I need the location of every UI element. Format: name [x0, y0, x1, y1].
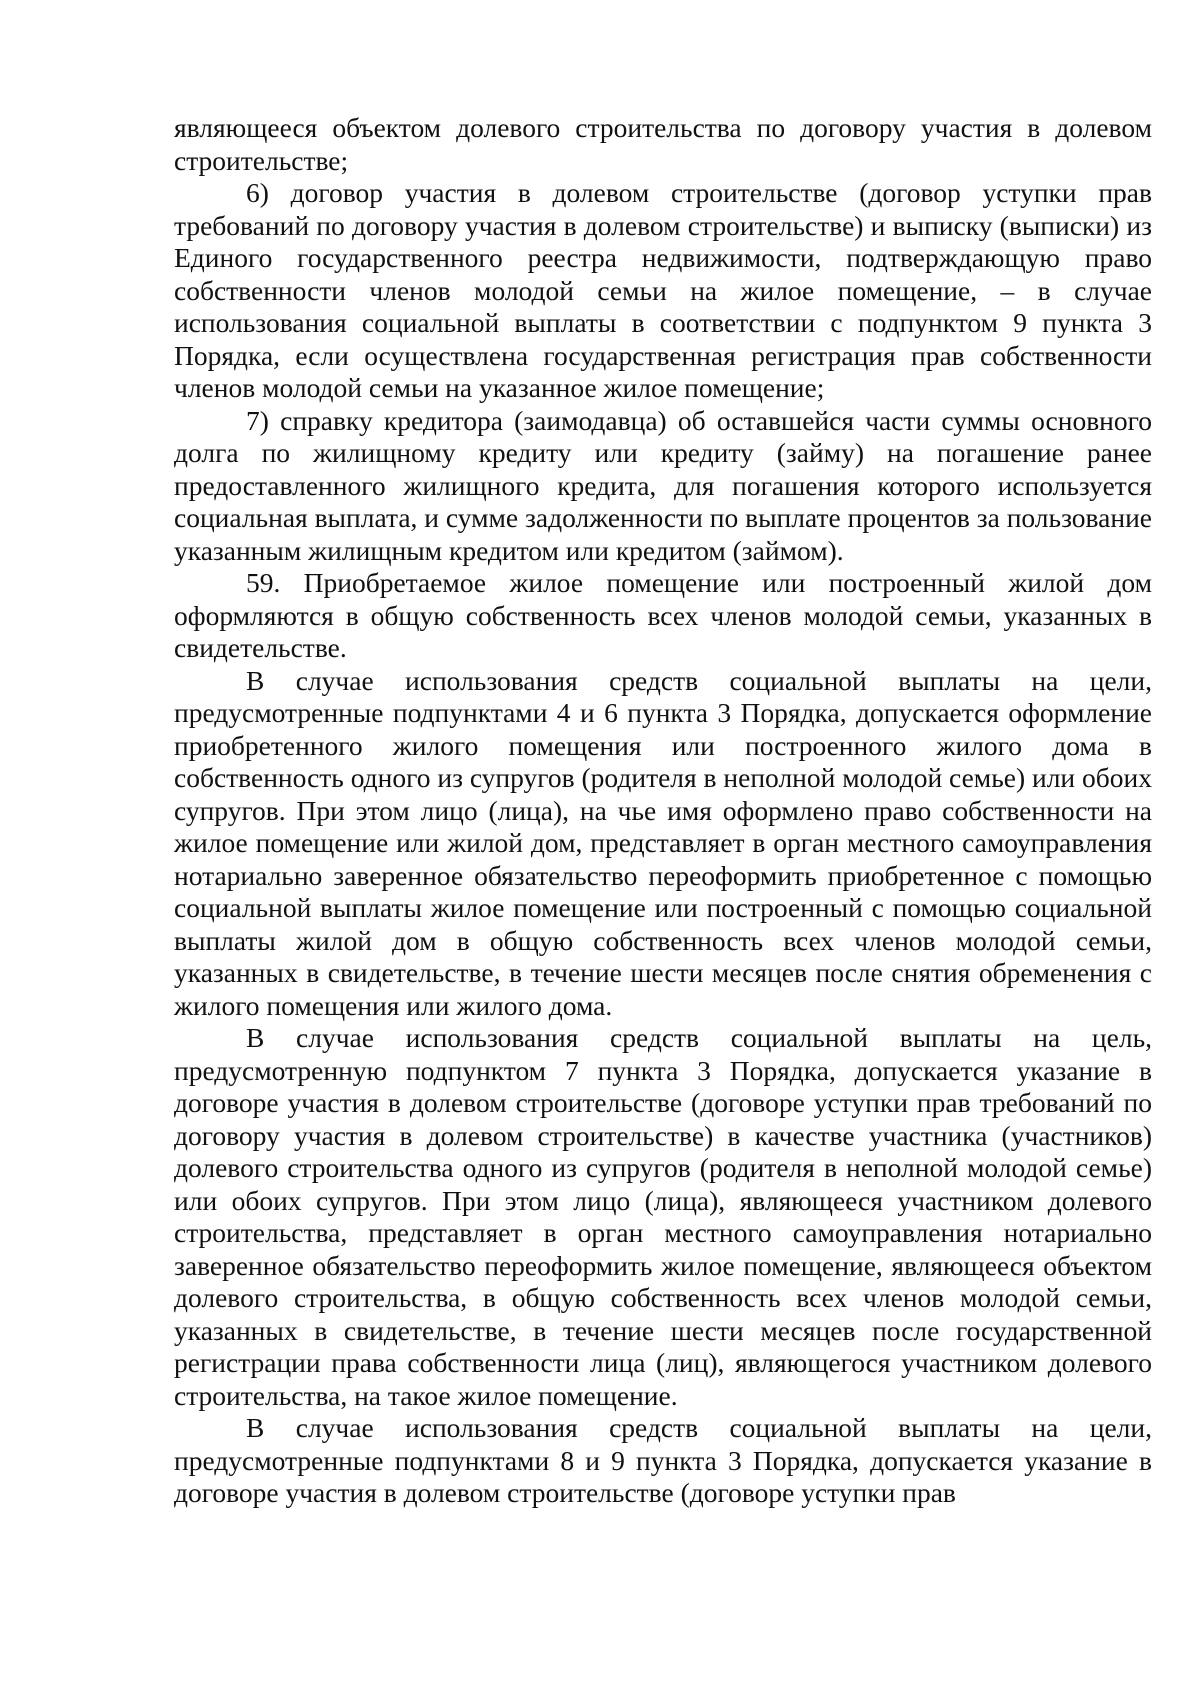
paragraph-continuation: являющееся объектом долевого строительства по договору участия в долевом строительстве;	[174, 112, 1152, 176]
paragraph-subpoints-8-9: В случае использования средств социальной выплаты на цели, предусмотренные подпунктами 8 и 9 пункта 3 Порядка, допускается указание в договоре участия в долевом строительстве (договоре уступки прав	[174, 1412, 1152, 1508]
paragraph-subpoints-4-6: В случае использования средств социальной выплаты на цели, предусмотренные подпунктами 4 и 6 пункта 3 Порядка, допускается оформление приобретенного жилого помещения или построенного жилого дома в собственность одного из супругов (родителя в неполной молодой семье) или обоих супругов. При этом лицо (лица), на чье имя оформлено право собственности на жилое помещение или жилой дом, представляет в орган местного самоуправления нотариально заверенное обязательство переоформить приобретенное с помощью социальной выплаты жилое помещение или построенный с помощью социальной выплаты жилой дом в общую собственность всех членов молодой семьи, указанных в свидетельстве, в течение шести месяцев после снятия обременения с жилого помещения или жилого дома.	[174, 664, 1152, 1021]
paragraph-clause-59: 59. Приобретаемое жилое помещение или построенный жилой дом оформляются в общую собственность всех членов молодой семьи, указанных в свидетельстве.	[174, 567, 1152, 663]
paragraph-subpoint-7: В случае использования средств социальной выплаты на цель, предусмотренную подпунктом 7 пункта 3 Порядка, допускается указание в договоре участия в долевом строительстве (договоре уступки прав требований по договору участия в долевом строительстве) в качестве участника (участников) долевого строительства одного из супругов (родителя в неполной молодой семье) или обоих супругов. При этом лицо (лица), являющееся участником долевого строительства, представляет в орган местного самоуправления нотариально заверенное обязательство переоформить жилое помещение, являющееся объектом долевого строительства, в общую собственность всех членов молодой семьи, указанных в свидетельстве, в течение шести месяцев после государственной регистрации права собственности лица (лиц), являющегося участником долевого строительства, на такое жилое помещение.	[174, 1022, 1152, 1411]
paragraph-item-6: 6) договор участия в долевом строительстве (договор уступки прав требований по договору участия в долевом строительстве) и выписку (выписки) из Единого государственного реестра недвижимости, подтверждающую право собственности членов молодой семьи на жилое помещение, – в случае использования социальной выплаты в соответствии с подпунктом 9 пункта 3 Порядка, если осуществлена государственная регистрация прав собственности членов молодой семьи на указанное жилое помещение;	[174, 177, 1152, 403]
paragraph-item-7: 7) справку кредитора (заимодавца) об оставшейся части суммы основного долга по жилищному кредиту или кредиту (займу) на погашение ранее предоставленного жилищного кредита, для погашения которого используется социальная выплата, и сумме задолженности по выплате процентов за пользование указанным жилищным кредитом или кредитом (займом).	[174, 404, 1152, 566]
document-body	[174, 112, 1152, 1510]
